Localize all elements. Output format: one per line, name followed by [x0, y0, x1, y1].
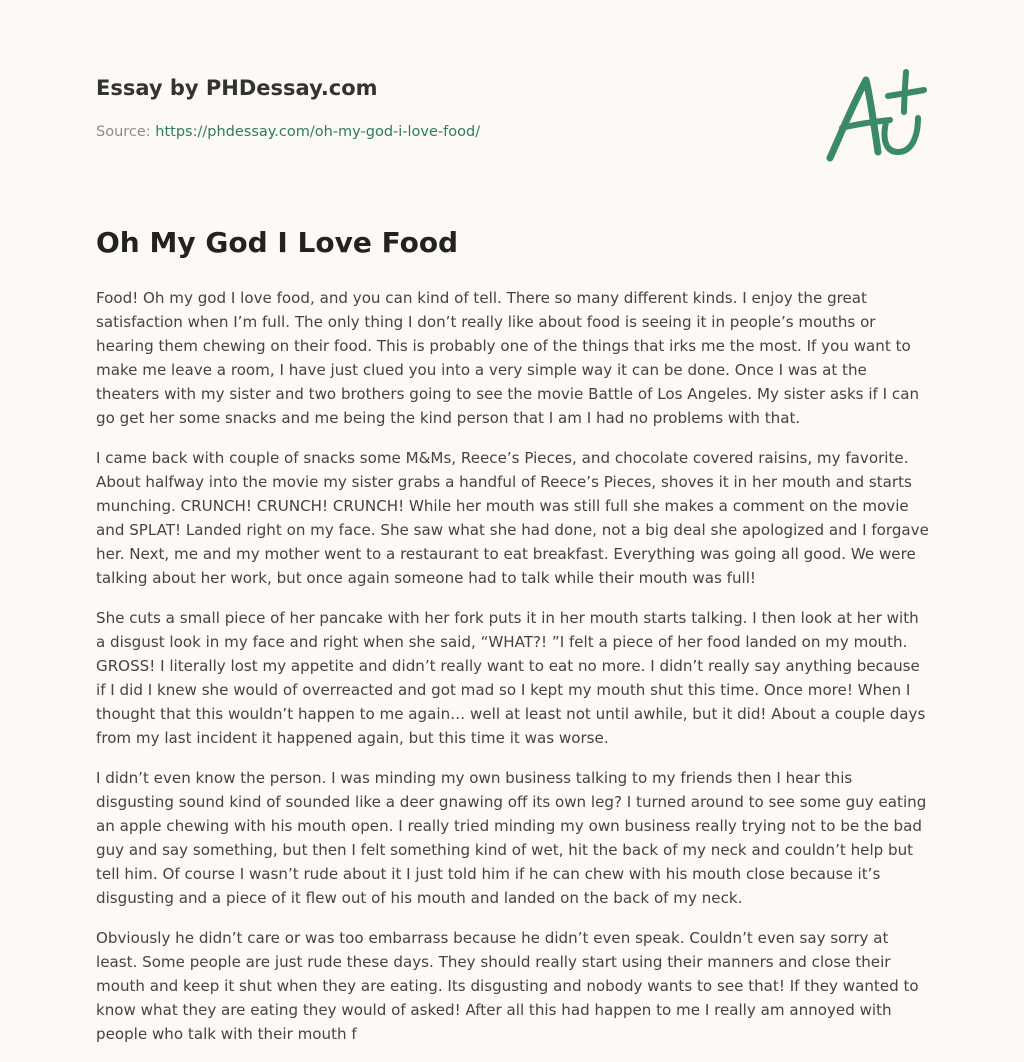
source-link[interactable]: https://phdessay.com/oh-my-god-i-love-food/ — [155, 124, 481, 140]
site-title: Essay by PHDessay.com — [96, 76, 378, 100]
essay-body — [96, 286, 932, 1062]
essay-paragraph: I didn’t even know the person. I was minding my own business talking to my friends then I hear this disgusting sound kind of sounded like a deer gnawing off its own leg? I turned around to see some guy eating an apple chewing with his mouth open. I really tried minding my own business really trying not to be the bad guy and say something, but then I felt something kind of wet, hit the back of my neck and couldn’t help but tell him. Of course I wasn’t rude about it I just told him if he can chew with his mouth close because it’s disgusting and a piece of it flew out of his mouth and landed on the back of my neck. — [96, 769, 927, 907]
essay-paragraph: Food! Oh my god I love food, and you can kind of tell. There so many different kinds. I enjoy the great satisfaction when I’m full. The only thing I don’t really like about food is seeing it in people’s mouths or hearing them chewing on their food. This is probably one of the things that irks me the most. If you want to make me leave a room, I have just clued you into a very simple way it can be done. Once I was at the theaters with my sister and two brothers going to see the movie Battle of Los Angeles. My sister asks if I can go get her some snacks and me being the kind person that I am I had no problems with that. — [96, 289, 920, 427]
essay-paragraph: She cuts a small piece of her pancake with her fork puts it in her mouth starts talking. I then look at her with a disgust look in my face and right when she said, “WHAT?! ”I felt a piece of her food landed on my mouth. GROSS! I literally lost my appetite and didn’t really want to eat no more. I didn’t really say anything because if I did I knew she would of overreacted and got mad so I kept my mouth shut this time. Once more! When I thought that this wouldn’t happen to me again… well at least not until awhile, but it did! About a couple days from my last incident it happened again, but this time it was worse. — [96, 609, 926, 747]
essay-paragraph: Obviously he didn’t care or was too embarrass because he didn’t even speak. Couldn’t even say sorry at least. Some people are just rude these days. They should really start using their manners and close their mouth and keep it shut when they are eating. Its disgusting and nobody wants to see that! If they wanted to know what they are eating they would of asked! After all this had happen to me I really am annoyed with people who talk with their mouth f — [96, 929, 919, 1043]
source-line — [96, 124, 480, 140]
essay-title: Oh My God I Love Food — [96, 226, 459, 259]
a-plus-logo-icon — [820, 66, 930, 166]
source-label: Source: — [96, 124, 156, 140]
essay-paragraph: I came back with couple of snacks some M&Ms, Reece’s Pieces, and chocolate covered raisins, my favorite. About halfway into the movie my sister grabs a handful of Reece’s Pieces, shoves it in her mouth and starts munching. CRUNCH! CRUNCH! CRUNCH! While her mouth was still full she makes a comment on the movie and SPLAT! Landed right on my face. She saw what she had done, not a big deal she apologized and I forgave her. Next, me and my mother went to a restaurant to eat breakfast. Everything was going all good. We were talking about her work, but once again someone had to talk while their mouth was full! — [96, 449, 929, 587]
